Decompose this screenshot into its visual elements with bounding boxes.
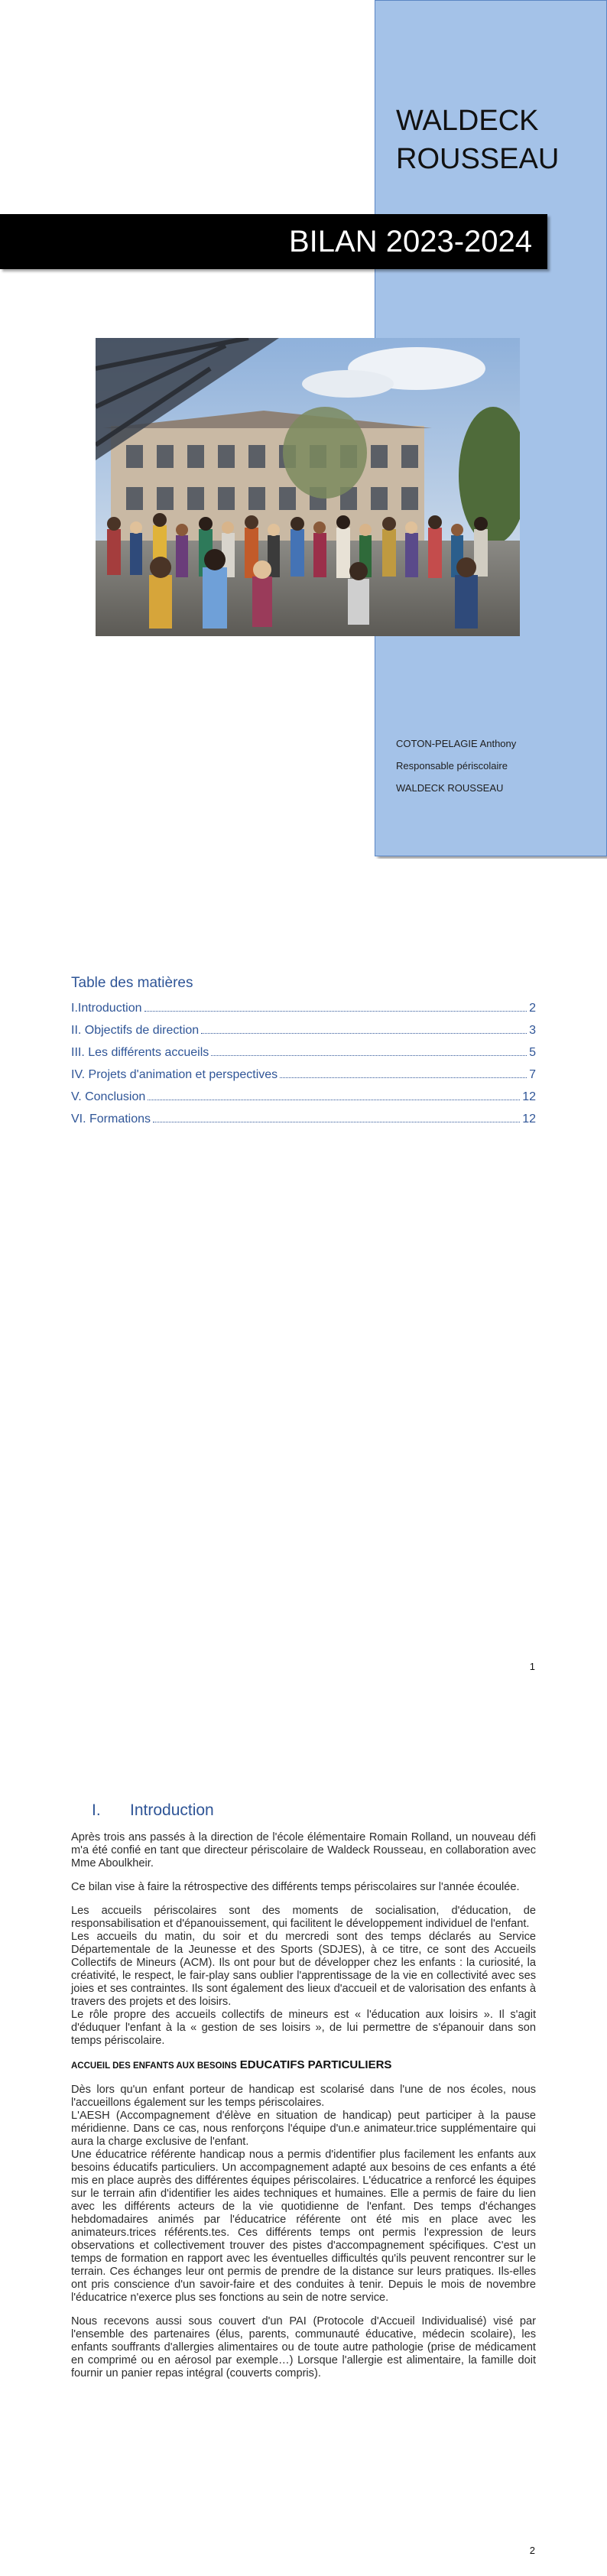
schoolyard-photo-illustration [96,338,520,636]
year-banner [0,214,547,269]
paragraph: Dès lors qu'un enfant porteur de handicap est scolarisé dans l'une de nos écoles, nous l'accueillons également sur les temps périscolaires. [71,2084,536,2109]
paragraph: Les accueils du matin, du soir et du mercredi sont des temps déclarés au Service Départementale de la Jeunesse et des Sports (SDJES), à ce titre, ce sont des Accueils Collectifs de Mineurs (ACM). Ils ont pour but de développer chez les enfants : la curiosité, la créativité, le respect, le fair-play sans oublier l'apprentissage de la vie en collectivité avec ses joies et ses contraintes. Ils sont également des lieux d'accueil et de valorisation des enfants à travers des projets et des loisirs. [71,1931,536,2008]
toc-entry[interactable] [71,1068,536,1090]
toc-entry[interactable] [71,1024,536,1046]
cover-title-line2: ROUSSEAU [396,143,560,175]
paragraph: Une éducatrice référente handicap nous a permis d'identifier plus facilement les enfants aux besoins éducatifs particuliers. Un accompagnement adapté aux besoins de ces enfants a été mis en place auprès des différentes équipes périscolaires. L'éducatrice a renforcé les équipes sur le terrain afin d'identifier les aides techniques et humaines. Elle a permis de faire du lien avec les différents acteurs de la vie quotidienne de l'enfant. Des temps d'échanges hebdomadaires animés par l'éducatrice référente ont été mis en place avec les animateurs.trices référents.tes. Ces différents temps ont permis l'expression de leurs observations et collectivement trouver des pistes d'accompagnement spécifiques. C'est un temps de formation en rapport avec les éventuelles difficultés qu'ils peuvent rencontrer sur le terrain. Ces échanges leur ont permis de prendre de la distance sur leurs pratiques. Ils-elles ont pris conscience d'un savoir-faire et des conduites à tenir. Depuis le mois de novembre l'éducatrice n'exerce plus ses fonctions au sein de notre service. [71,2149,536,2304]
toc-entry-label: III. Les différents accueils [71,1046,209,1059]
toc-leader [144,1010,527,1012]
toc-leader [153,1121,520,1122]
toc-entry[interactable] [71,1046,536,1068]
subsection-heading-big: EDUCATIFS PARTICULIERS [239,2058,392,2071]
paragraph: Le rôle propre des accueils collectifs de mineurs est « l'éducation aux loisirs ». Il s'agit d'éduquer l'enfant à la « gestion de ses loisirs », de lui permettre de s'épanouir dans son temps périscolaire. [71,2009,536,2047]
toc-entry[interactable] [71,1002,536,1024]
section-numeral: I. [92,1801,101,1819]
cover-title-line1: WALDECK [396,105,539,137]
author-role: Responsable périscolaire [396,760,508,772]
toc-entry-page: 3 [529,1024,536,1037]
toc-heading: Table des matières [71,975,193,991]
toc-entry-label: V. Conclusion [71,1090,146,1103]
toc-entry[interactable] [71,1090,536,1113]
page-number: 1 [529,1661,535,1672]
toc-entry-label: II. Objectifs de direction [71,1024,200,1037]
cover-page [0,0,607,859]
cover-title [396,102,595,178]
toc-list [71,1002,536,1135]
author-name: COTON-PELAGIE Anthony [396,738,517,749]
toc-entry-label: IV. Projets d'animation et perspectives [71,1068,278,1081]
toc-entry-page: 12 [522,1090,536,1103]
toc-entry-page: 2 [529,1002,536,1015]
subsection-heading [71,2058,536,2073]
year-banner-text: BILAN 2023-2024 [288,225,532,258]
toc-leader [201,1032,527,1034]
section-title: Introduction [130,1801,214,1819]
section-heading-introduction [92,1801,214,1820]
toc-entry-label: VI. Formations [71,1113,151,1126]
toc-entry-page: 7 [529,1068,536,1081]
toc-leader [148,1099,520,1100]
paragraph: Après trois ans passés à la direction de l'école élémentaire Romain Rolland, un nouveau défi m'a été confié en tant que directeur périscolaire de Waldeck Rousseau, en collaboration avec Mme Aboulkheir. [71,1831,536,1869]
paragraph: Les accueils périscolaires sont des moments de socialisation, d'éducation, de responsabilisation et d'épanouissement, qui facilitent le développement individuel de l'enfant. [71,1905,536,1930]
toc-entry-page: 12 [522,1113,536,1126]
cover-photo [96,338,520,636]
toc-entry-page: 5 [529,1046,536,1059]
toc-entry-label: I.Introduction [71,1002,142,1015]
paragraph: Nous recevons aussi sous couvert d'un PAI (Protocole d'Accueil Individualisé) visé par l'ensemble des partenaires (élus, parents, communauté éducative, médecin scolaire), les enfants souffrants d'allergies alimentaires ou de toute autre pathologie (prise de médicament en comprimé ou en aérosol par exemple…) Lorsque l'allergie est alimentaire, la famille doit fournir un panier repas intégral (couverts compris). [71,2315,536,2379]
paragraph: L'AESH (Accompagnement d'élève en situation de handicap) peut participer à la pause méridienne. Dans ce cas, nous renforçons l'équipe d'un.e animateur.trice supplémentaire qui aura la charge exclusive de l'enfant. [71,2110,536,2148]
introduction-body [71,1831,536,2391]
author-school: WALDECK ROUSSEAU [396,782,504,794]
toc-leader [280,1077,527,1078]
toc-entry[interactable] [71,1113,536,1135]
page-number: 2 [529,2545,535,2556]
subsection-heading-small: ACCUEIL DES ENFANTS AUX BESOINS [71,2061,237,2071]
toc-leader [211,1054,527,1056]
author-block [396,733,516,799]
paragraph: Ce bilan vise à faire la rétrospective des différents temps périscolaires sur l'année écoulée. [71,1881,520,1893]
